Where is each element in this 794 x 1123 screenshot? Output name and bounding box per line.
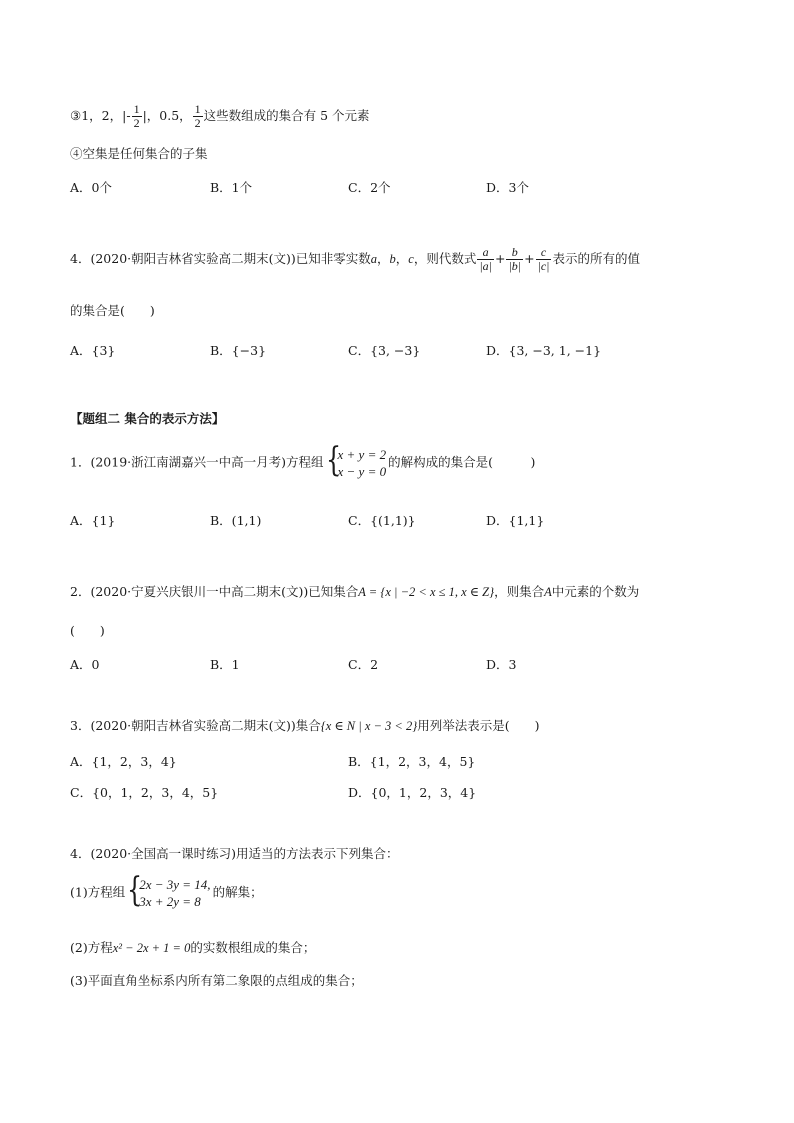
option-b: B．(1,1) (210, 513, 262, 528)
question-1-stem: 1．(2019·浙江南湖嘉兴一中高一月考)方程组 { x + y = 2 x − y = 0 的解构成的集合是( ) (70, 440, 536, 480)
option-b: B．{1，2，3，4，5} (348, 754, 476, 769)
statement-3: ③1，2，|- $\frac{1}{2}$ |，0.5， $\frac{1}{2}$ 这些数组成的集合有 5 个元素 (70, 102, 370, 131)
option-c: C．2个 (348, 180, 391, 195)
option-d: D．3个 (486, 180, 529, 195)
option-c: C．2 (348, 657, 379, 672)
question-3-stem: 3．(2020·朝阳吉林省实验高二期末(文))集合{x ∈ N | x − 3 < 2}用列举法表示是( ) (70, 718, 540, 733)
option-a: A．{1，2，3，4} (70, 754, 177, 769)
option-d: D．3 (486, 657, 517, 672)
question-4-part-3: (3)平面直角坐标系内所有第二象限的点组成的集合； (70, 973, 363, 988)
statement-4: ④空集是任何集合的子集 (70, 146, 208, 161)
option-b: B．1个 (210, 180, 253, 195)
option-c: C．{(1,1)} (348, 513, 416, 528)
option-d: D．{1,1} (486, 513, 545, 528)
option-a: A．{3} (70, 343, 116, 358)
question-4-line2: 的集合是( ) (70, 303, 155, 318)
option-b: B．1 (210, 657, 240, 672)
fraction: $\frac{b}{|b|}$ (508, 245, 522, 274)
equation-system: { x + y = 2 x − y = 0 (325, 440, 387, 480)
question-4-part-1: (1)方程组 { 2x − 3y = 14, 3x + 2y = 8 的解集； (70, 870, 263, 910)
section-heading: 【题组二 集合的表示方法】 (70, 411, 225, 426)
option-d: D．{0，1，2，3，4} (348, 785, 477, 800)
option-b: B．{−3} (210, 343, 267, 358)
question-2-stem: 2．(2020·宁夏兴庆银川一中高二期末(文))已知集合A = {x | −2 < x ≤ 1, x ∈ Z}，则集合A中元素的个数为 (70, 584, 640, 599)
equation-system: { 2x − 3y = 14, 3x + 2y = 8 (127, 870, 211, 910)
question-4-stem: 4．(2020·全国高一课时练习)用适当的方法表示下列集合： (70, 846, 399, 861)
question-4-stem: 4．(2020·朝阳吉林省实验高二期末(文))已知非零实数a，b，c，则代数式 $\frac{a}{|a|}$ + $\frac{b}{|b|}$ + $\frac{c}{|c|}$ 表示的所有的值 (70, 245, 640, 274)
fraction: $\frac{a}{|a|}$ (479, 245, 492, 274)
option-a: A．0个 (70, 180, 112, 195)
question-4-part-2: (2)方程x² − 2x + 1 = 0的实数根组成的集合； (70, 940, 316, 955)
fraction: $\frac{1}{2}$ (133, 102, 140, 131)
question-2-line2: ( ) (70, 623, 105, 638)
option-d: D．{3, −3, 1, −1} (486, 343, 602, 358)
fraction: $\frac{c}{|c|}$ (537, 245, 550, 274)
option-a: A．0 (70, 657, 100, 672)
option-c: C．{3, −3} (348, 343, 421, 358)
option-a: A．{1} (70, 513, 116, 528)
option-c: C．{0，1，2，3，4，5} (70, 785, 219, 800)
fraction: $\frac{1}{2}$ (194, 102, 201, 131)
